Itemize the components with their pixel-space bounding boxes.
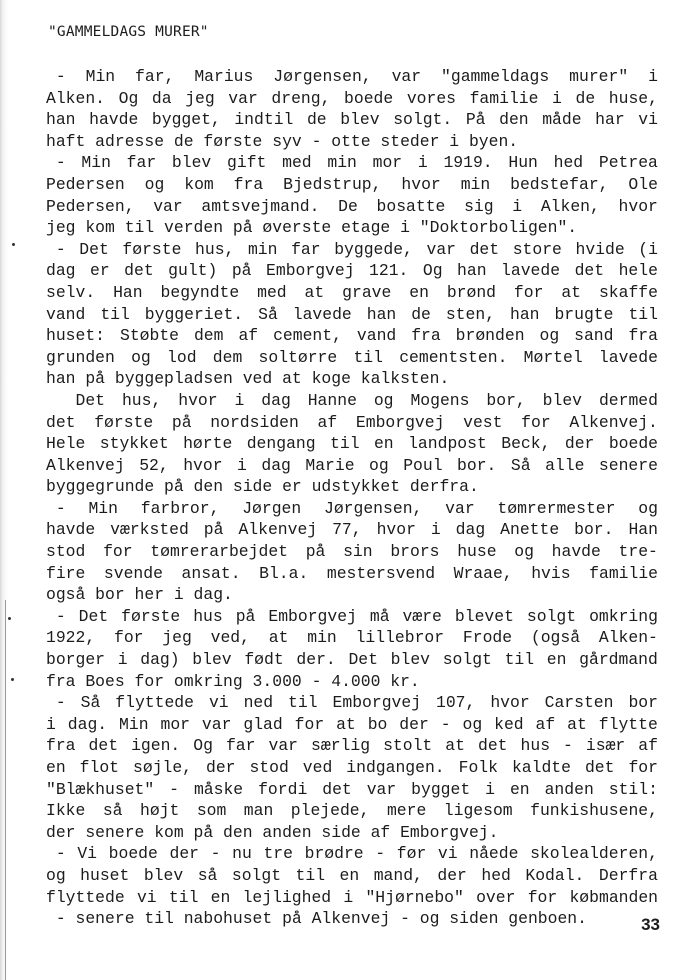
text-line: en flot søjle, der stod ved indgangen. Folk kaldte det for xyxy=(46,758,658,777)
text-line: stod for tømrerarbejdet på sin brors huse og havde tre- xyxy=(46,542,658,562)
text-line: - Min far, Marius Jørgensen, var "gammeldags murer" i xyxy=(46,67,658,86)
text-line: - Det første hus, min far byggede, var det store hvide (i xyxy=(46,239,658,259)
text-line: huset: Støbte dem af cement, vand fra brønden og sand fra xyxy=(46,326,658,346)
page-title: "GAMMELDAGS MURER" xyxy=(48,24,209,40)
body-text xyxy=(46,66,658,930)
text-line: han på byggepladsen ved at koge kalksten. xyxy=(46,369,450,389)
text-line: vand til byggeriet. Så lavede han de sten, han brugte til xyxy=(46,304,658,324)
margin-speck xyxy=(11,678,14,681)
text-line: - Så flyttede vi ned til Emborgvej 107, hvor Carsten bor xyxy=(46,693,658,713)
text-line: Det hus, hvor i dag Hanne og Mogens bor, blev dermed xyxy=(46,390,658,410)
text-line: i dag. Min mor var glad for at bo der - og ked af at flytte xyxy=(46,714,658,734)
page-number: 33 xyxy=(641,915,660,934)
text-line: også bor her i dag. xyxy=(46,585,233,605)
text-line: 1922, for jeg ved, at min lillebror Frode (også Alken- xyxy=(46,628,658,648)
text-line: haft adresse de første syv - otte steder i byen. xyxy=(46,131,519,151)
margin-speck xyxy=(8,617,11,620)
text-line: han havde bygget, indtil de blev solgt. På den måde har vi xyxy=(46,110,658,130)
binding-line xyxy=(5,600,6,980)
text-line: "Blækhuset" - måske fordi det var bygget i en anden stil: xyxy=(46,779,658,799)
text-line: - Min far blev gift med min mor i 1919. Hun hed Petrea xyxy=(46,153,658,173)
text-line: havde værksted på Alkenvej 77, hvor i dag Anette bor. Han xyxy=(46,520,658,540)
text-line: selv. Han begyndte med at grave en brønd for at skaffe xyxy=(46,282,658,302)
text-line: jeg kom til verden på øverste etage i "Doktorboligen". xyxy=(46,218,578,238)
text-line: dag er det gult) på Emborgvej 121. Og han lavede det hele xyxy=(46,261,658,281)
margin-speck xyxy=(12,243,15,246)
text-line: fire svende ansat. Bl.a. mestersvend Wraae, hvis familie xyxy=(46,563,658,583)
text-line: borger i dag) blev født der. Det blev solgt til en gårdmand xyxy=(46,650,658,670)
text-line: fra Boes for omkring 3.000 - 4.000 kr. xyxy=(46,671,420,691)
text-line: byggegrunde på den side er udstykket derfra. xyxy=(46,477,479,497)
text-line: det første på nordsiden af Emborgvej vest for Alkenvej. xyxy=(46,412,658,432)
text-line: fra det igen. Og far var særlig stolt at det hus - især af xyxy=(46,736,658,756)
text-line: - Vi boede der - nu tre brødre - før vi nåede skolealderen, xyxy=(46,844,658,864)
text-line: Pedersen og kom fra Bjedstrup, hvor min bedstefar, Ole xyxy=(46,174,658,194)
text-line: og huset blev så solgt til en mand, der hed Kodal. Derfra xyxy=(46,865,658,885)
text-line: Hele stykket hørte dengang til en landpost Beck, der boede xyxy=(46,434,658,454)
text-line: Ikke så højt som man plejede, mere ligesom funkishusene, xyxy=(46,801,658,821)
text-line: der senere kom på den anden side af Emborgvej. xyxy=(46,822,499,842)
text-line: grunden og lod dem soltørre til cementsten. Mørtel lavede xyxy=(46,347,658,367)
text-line: flyttede vi til en lejlighed i "Hjørnebo" over for købmanden xyxy=(46,887,658,907)
text-line: Pedersen, var amtsvejmand. De bosatte sig i Alken, hvor xyxy=(46,196,658,216)
text-line: - senere til nabohuset på Alkenvej - og siden genboen. xyxy=(46,909,587,929)
text-line: Alkenvej 52, hvor i dag Marie og Poul bor. Så alle senere xyxy=(46,455,658,475)
text-line: - Det første hus på Emborgvej må være blevet solgt omkring xyxy=(46,606,658,626)
text-line: Alken. Og da jeg var dreng, boede vores familie i de huse, xyxy=(46,88,658,108)
text-line: - Min farbror, Jørgen Jørgensen, var tømrermester og xyxy=(46,498,658,518)
